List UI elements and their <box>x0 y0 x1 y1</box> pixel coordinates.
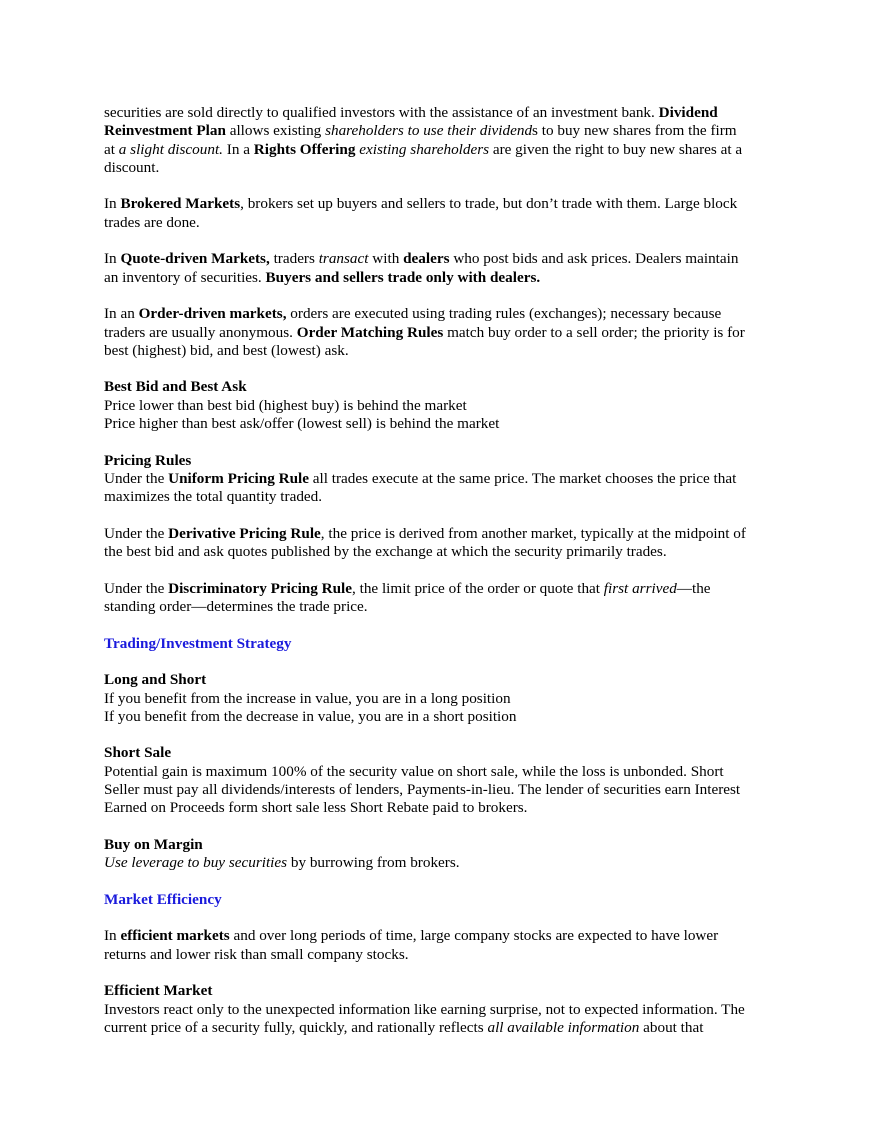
text-run: returns and lower risk than small company stocks. <box>104 945 409 963</box>
text-line <box>104 580 784 598</box>
text-run: orders are executed using trading rules (exchanges); necessary because <box>286 305 722 323</box>
text-run: In <box>104 250 121 268</box>
text-line <box>104 763 784 781</box>
text-line <box>104 598 784 616</box>
paragraph <box>104 305 784 360</box>
italic-text: first arrived <box>603 579 677 597</box>
bold-text: Reinvestment Plan <box>104 122 226 140</box>
text-line <box>104 104 784 122</box>
text-run: Investors react only to the unexpected information like earning surprise, not to expected information. The <box>104 1000 745 1018</box>
document-page <box>104 104 784 1055</box>
text-run: maximizes the total quantity traded. <box>104 488 323 506</box>
text-run: , brokers set up buyers and sellers to trade, but don’t trade with them. Large block <box>240 195 738 213</box>
text-run: Under the <box>104 524 169 542</box>
bold-text: dealers <box>403 250 450 268</box>
text-run: trades are done. <box>104 213 200 231</box>
paragraph <box>104 982 784 1037</box>
bold-text: Short Sale <box>104 744 172 762</box>
text-line <box>104 452 784 470</box>
text-run: allows existing <box>225 122 326 140</box>
text-run: If you benefit from the decrease in value, you are in a short position <box>104 707 517 725</box>
text-line <box>104 671 784 689</box>
text-line <box>104 122 784 140</box>
text-run: discount. <box>104 158 160 176</box>
text-line <box>104 269 784 287</box>
bold-text: Dividend <box>658 104 718 121</box>
text-run: the best bid and ask quotes published by the exchange at which the security primarily trades. <box>104 543 667 561</box>
bold-text: Discriminatory Pricing Rule <box>168 579 353 597</box>
text-run: In an <box>104 305 139 323</box>
bold-text: Rights Offering <box>253 140 356 158</box>
italic-text: all available information <box>487 1018 640 1036</box>
text-run: match buy order to a sell order; the priority is for <box>443 323 745 341</box>
text-line <box>104 543 784 561</box>
paragraph <box>104 580 784 617</box>
text-line <box>104 781 784 799</box>
text-line <box>104 708 784 726</box>
bold-text: efficient markets <box>120 927 230 945</box>
text-run: best (highest) bid, and best (lowest) ask. <box>104 341 349 359</box>
text-line <box>104 378 784 396</box>
text-line <box>104 250 784 268</box>
bold-text: Order-driven markets, <box>138 305 287 323</box>
paragraph <box>104 927 784 964</box>
text-line <box>104 690 784 708</box>
text-run: at <box>104 140 119 158</box>
text-run: Price higher than best ask/offer (lowest sell) is behind the market <box>104 415 500 433</box>
italic-text: shareholders to use their dividend <box>325 122 533 140</box>
bold-text: Quote-driven Markets, <box>120 250 270 268</box>
text-line <box>104 1001 784 1019</box>
text-line <box>104 159 784 177</box>
text-line <box>104 214 784 232</box>
text-line <box>104 854 784 872</box>
paragraph <box>104 250 784 287</box>
text-run: traders <box>269 250 319 268</box>
text-run: about that <box>639 1018 704 1036</box>
text-run: Earned on Proceeds form short sale less Short Rebate paid to brokers. <box>104 799 528 817</box>
text-run: traders are usually anonymous. <box>104 323 297 341</box>
text-line <box>104 982 784 1000</box>
paragraph <box>104 195 784 232</box>
text-run: Under the <box>104 469 169 487</box>
text-line <box>104 927 784 945</box>
text-run: an inventory of securities. <box>104 268 266 286</box>
text-run: securities are sold directly to qualified investors with the assistance of an investment bank. <box>104 104 659 121</box>
text-run: are given the right to buy new shares at a <box>489 140 743 158</box>
text-run: In <box>104 927 121 945</box>
text-run: In a <box>222 140 254 158</box>
text-line <box>104 836 784 854</box>
bold-text: Buyers and sellers trade only with dealers. <box>265 268 541 286</box>
text-line <box>104 470 784 488</box>
bold-text: Derivative Pricing Rule <box>168 524 321 542</box>
bold-text: Order Matching Rules <box>296 323 444 341</box>
text-line <box>104 141 784 159</box>
paragraph <box>104 525 784 562</box>
text-run: Seller must pay all dividends/interests of lenders, Payments-in-lieu. The lender of securities earn Interest <box>104 780 741 798</box>
text-run: If you benefit from the increase in value, you are in a long position <box>104 689 511 707</box>
paragraph <box>104 104 784 177</box>
text-run: , the limit price of the order or quote that <box>352 579 604 597</box>
text-line <box>104 415 784 433</box>
text-run: —the <box>676 579 711 597</box>
text-run: , the price is derived from another market, typically at the midpoint of <box>320 524 746 542</box>
bold-text: Buy on Margin <box>104 835 203 853</box>
text-line <box>104 1019 784 1037</box>
paragraph <box>104 452 784 507</box>
paragraph <box>104 378 784 433</box>
text-run: all trades execute at the same price. The market chooses the price that <box>309 469 737 487</box>
text-line <box>104 946 784 964</box>
italic-text: existing shareholders <box>359 140 490 158</box>
italic-text: Use leverage to buy securities <box>104 854 288 872</box>
bold-text: Uniform Pricing Rule <box>168 469 309 487</box>
text-line <box>104 305 784 323</box>
text-run: who post bids and ask prices. Dealers maintain <box>449 250 739 268</box>
text-line <box>104 397 784 415</box>
text-line <box>104 744 784 762</box>
text-run: In <box>104 195 121 213</box>
paragraph <box>104 836 784 873</box>
text-run: Under the <box>104 579 169 597</box>
text-line <box>104 342 784 360</box>
bold-text: Long and Short <box>104 671 207 689</box>
text-line <box>104 195 784 213</box>
text-line <box>104 799 784 817</box>
paragraph <box>104 744 784 817</box>
italic-text: a slight discount. <box>118 140 223 158</box>
section-heading: Trading/Investment Strategy <box>104 634 292 652</box>
text-run: and over long periods of time, large company stocks are expected to have lower <box>229 927 719 945</box>
text-line <box>104 324 784 342</box>
text-run: current price of a security fully, quickly, and rationally reflects <box>104 1018 488 1036</box>
text-run: standing order—determines the trade price. <box>104 598 368 616</box>
bold-text: Best Bid and Best Ask <box>104 378 247 396</box>
text-run: with <box>368 250 404 268</box>
paragraph <box>104 671 784 726</box>
section-heading: Market Efficiency <box>104 890 222 908</box>
text-line <box>104 525 784 543</box>
text-run: Potential gain is maximum 100% of the security value on short sale, while the loss is unbonded. Short <box>104 762 724 780</box>
text-run: s to buy new shares from the firm <box>532 122 737 140</box>
bold-text: Pricing Rules <box>104 451 192 469</box>
bold-text: Efficient Market <box>104 982 213 1000</box>
bold-text: Brokered Markets <box>120 195 241 213</box>
text-run: by burrowing from brokers. <box>287 854 460 872</box>
italic-text: transact <box>318 250 369 268</box>
text-line <box>104 488 784 506</box>
text-run: Price lower than best bid (highest buy) is behind the market <box>104 396 467 414</box>
